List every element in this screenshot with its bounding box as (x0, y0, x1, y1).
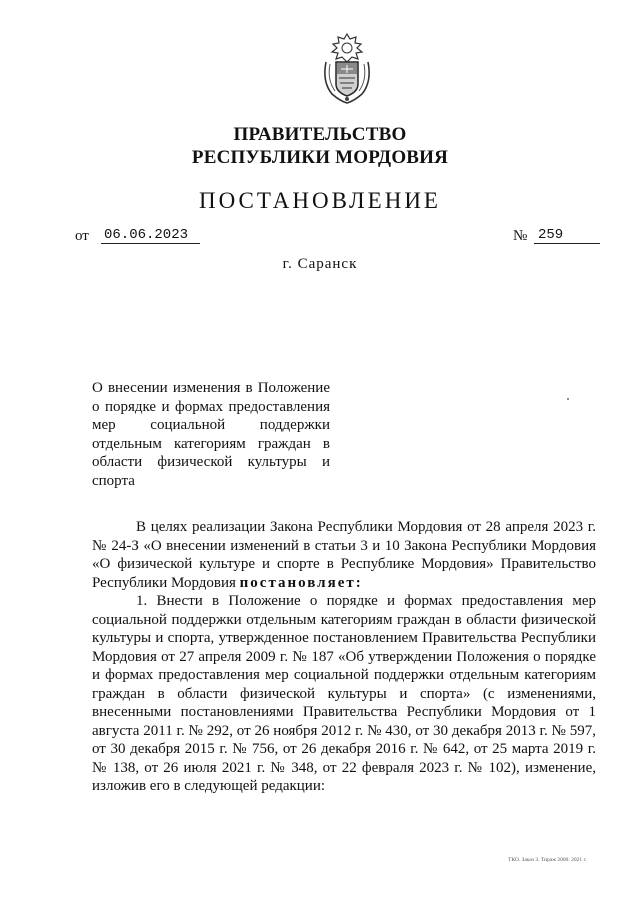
preamble-paragraph (92, 518, 596, 592)
preamble-action: постановляет: (239, 574, 363, 591)
government-title-line2: РЕСПУБЛИКИ МОРДОВИЯ (191, 147, 449, 168)
government-title-line1: ПРАВИТЕЛЬСТВО (233, 124, 407, 145)
number-label: № (513, 228, 528, 244)
date-value: 06.06.2023 (101, 227, 200, 244)
number-value: 259 (534, 227, 600, 244)
print-mark: ТКО. Заказ 3. Тираж 2000. 2021 г. (508, 857, 587, 863)
scan-dot (567, 398, 569, 400)
document-body (92, 518, 596, 796)
subject-heading: О внесении изменения в Положение о порядке и формах предоставления мер социальной поддержки отдельным категориям граждан в области физической культуры и спорта (92, 380, 330, 489)
preamble-text: В целях реализации Закона Республики Мордовия от 28 апреля 2023 г. № 24-З «О внесении изменений в статьи 3 и 10 Закона Республики Мордовия «О физической культуре и спорте в Республике Мордовия» Правительство Республики Мордовия (92, 519, 596, 591)
document-type: ПОСТАНОВЛЕНИЕ (199, 188, 441, 213)
item-1-paragraph: 1. Внести в Положение о порядке и формах предоставления мер социальной поддержки отдельным категориям граждан в области физической культуры и спорта, утвержденное постановлением Правительства Республики Мордовия от 27 апреля 2009 г. № 187 «Об утверждении Положения о порядке и формах предоставления мер социальной поддержки отдельным категориям граждан в области физической культуры и спорта» (с изменениями, внесенными постановлениями Правительства Республики Мордовия от 1 августа 2011 г. № 292, от 26 ноября 2012 г. № 430, от 30 декабря 2013 г. № 597, от 30 декабря 2015 г. № 756, от 26 декабря 2016 г. № 642, от 25 марта 2019 г. № 138, от 26 июля 2021 г. № 348, от 22 февраля 2023 г. № 102), изменение, изложив его в следующей редакции: (92, 593, 596, 794)
date-label: от (75, 228, 89, 244)
coat-of-arms-icon (316, 30, 378, 106)
city: г. Саранск (282, 256, 358, 272)
